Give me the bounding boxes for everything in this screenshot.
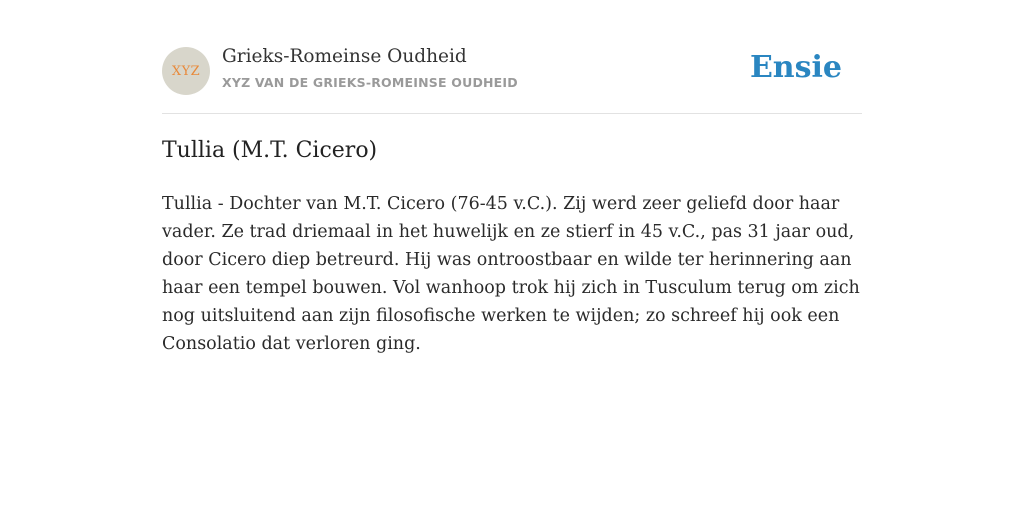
source-title[interactable]: Grieks-Romeinse Oudheid	[222, 46, 467, 67]
ensie-logo[interactable]: Ensie	[749, 50, 842, 85]
avatar[interactable]	[162, 47, 210, 95]
avatar-text: XYZ	[171, 63, 201, 79]
article-title: Tullia (M.T. Cicero)	[162, 138, 378, 163]
article-body: Tullia - Dochter van M.T. Cicero (76-45 v.C.). Zij werd zeer geliefd door haar vader. Ze trad driemaal in het huwelijk en ze stierf in 45 v.C., pas 31 jaar oud, door Cicero diep betreurd. Hij was ontroostbaar en wilde ter herinnering aan haar een tempel bouwen. Vol wanhoop trok hij zich in Tusculum terug om zich nog uitsluitend aan zijn filosofische werken te wijden; zo schreef hij ook een Consolatio dat verloren ging.	[162, 194, 860, 354]
source-subtitle[interactable]: XYZ VAN DE GRIEKS-ROMEINSE OUDHEID	[222, 75, 518, 90]
header	[162, 46, 862, 96]
divider	[162, 113, 862, 114]
